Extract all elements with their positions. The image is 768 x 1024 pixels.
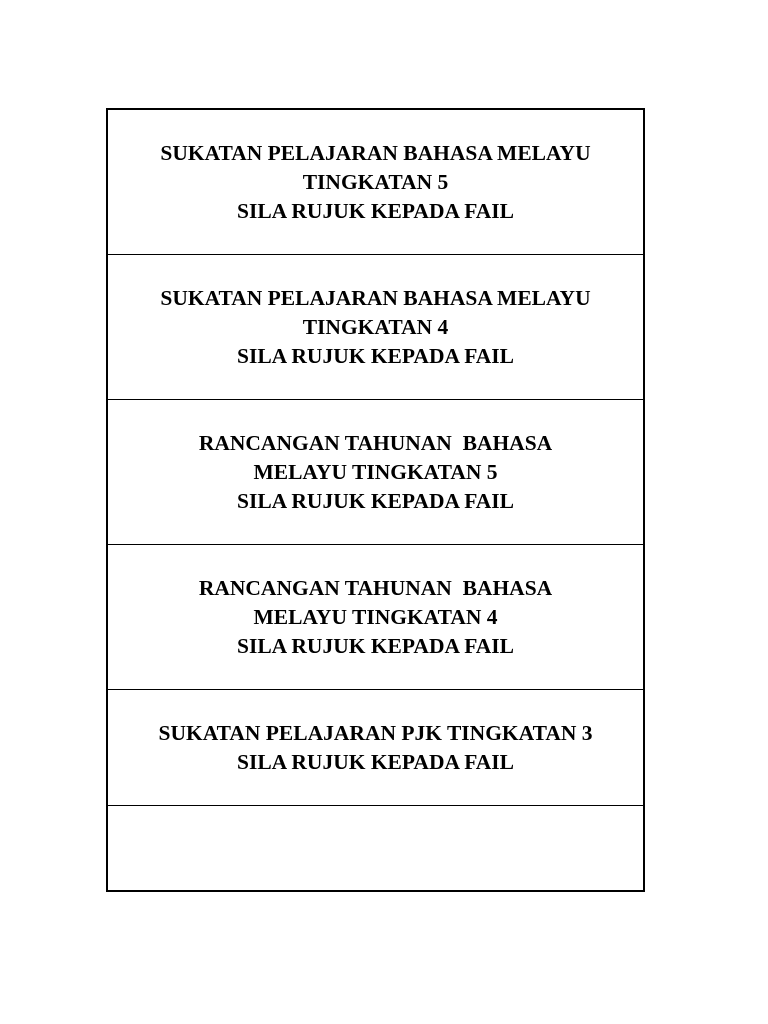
label-line: TINGKATAN 4 [302, 314, 449, 339]
label-line: RANCANGAN TAHUNAN BAHASA [198, 430, 553, 455]
label-table [106, 108, 645, 892]
label-line: MELAYU TINGKATAN 5 [253, 459, 498, 484]
label-line: SILA RUJUK KEPADA FAIL [237, 749, 514, 774]
label-line: SUKATAN PELAJARAN BAHASA MELAYU [160, 140, 591, 165]
label-cell-rancangan-bm-t4 [108, 545, 643, 690]
label-line: SILA RUJUK KEPADA FAIL [237, 488, 514, 513]
label-line: SILA RUJUK KEPADA FAIL [237, 343, 514, 368]
label-line: SILA RUJUK KEPADA FAIL [237, 198, 514, 223]
label-line: MELAYU TINGKATAN 4 [253, 604, 498, 629]
label-line: SILA RUJUK KEPADA FAIL [237, 633, 514, 658]
label-cell-sukatan-bm-t4 [108, 255, 643, 400]
label-cell-sukatan-bm-t5 [108, 110, 643, 255]
label-line: SUKATAN PELAJARAN BAHASA MELAYU [160, 285, 591, 310]
label-line: SUKATAN PELAJARAN PJK TINGKATAN 3 [158, 720, 593, 745]
label-cell-empty [108, 806, 643, 890]
label-cell-sukatan-pjk-t3 [108, 690, 643, 806]
label-cell-rancangan-bm-t5 [108, 400, 643, 545]
label-line: TINGKATAN 5 [302, 169, 449, 194]
label-line: RANCANGAN TAHUNAN BAHASA [198, 575, 553, 600]
